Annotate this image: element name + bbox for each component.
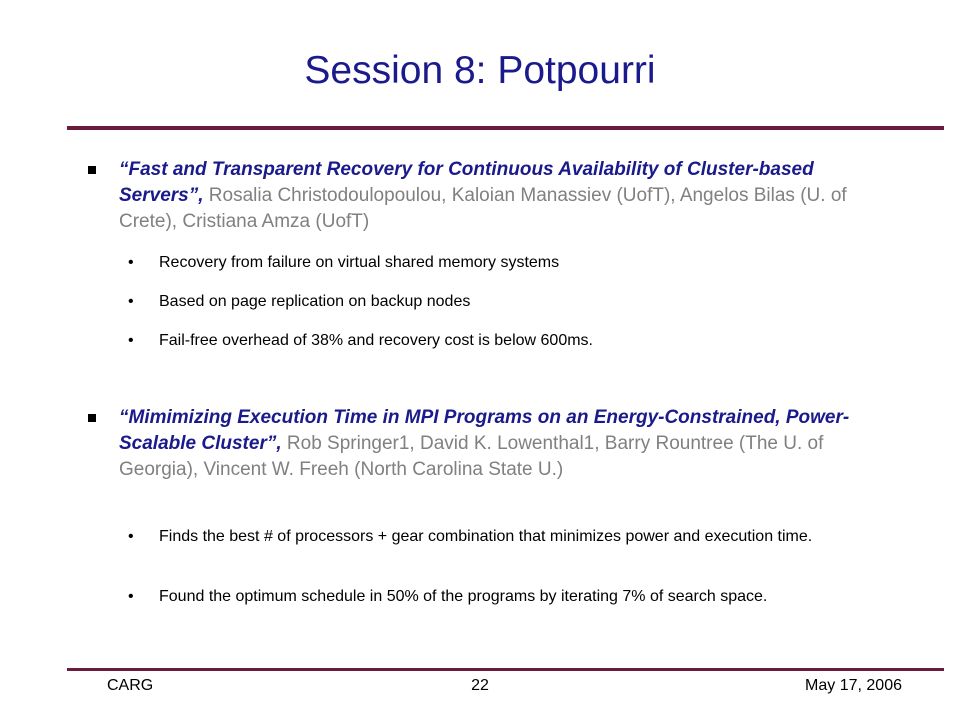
slide-number: 22 — [471, 677, 489, 694]
paper-title: “Fast and Transparent Recovery for Continuous Availability of Cluster-based Servers”, — [119, 159, 814, 206]
list-item-text: Based on page replication on backup nodes — [159, 293, 471, 310]
bullet-dot-icon: • — [128, 254, 134, 271]
bottom-divider — [67, 668, 944, 671]
paper-entry — [119, 157, 869, 235]
list-item-text: Recovery from failure on virtual shared memory systems — [159, 254, 560, 271]
list-item-text: Found the optimum schedule in 50% of the programs by iterating 7% of search space. — [159, 588, 768, 605]
paper-authors: Rob Springer1, David K. Lowenthal1, Barry Rountree (The U. of Georgia), Vincent W. Freeh (North Carolina State U.) — [119, 433, 824, 480]
list-item-text: Finds the best # of processors + gear combination that minimizes power and execution time. — [159, 528, 813, 545]
bullet-dot-icon: • — [128, 332, 134, 349]
list-item-text: Fail-free overhead of 38% and recovery cost is below 600ms. — [159, 332, 593, 349]
bullet-dot-icon: • — [128, 588, 134, 605]
slide-title: Session 8: Potpourri — [304, 49, 656, 92]
footer-date: May 17, 2006 — [805, 677, 902, 694]
bullet-dot-icon: • — [128, 293, 134, 310]
paper-authors: Rosalia Christodoulopoulou, Kaloian Manassiev (UofT), Angelos Bilas (U. of Crete), Cristiana Amza (UofT) — [119, 185, 847, 232]
paper-entry — [119, 405, 869, 483]
paper-title: “Mimimizing Execution Time in MPI Programs on an Energy-Constrained, Power-Scalable Cluster”, — [119, 407, 850, 454]
top-divider — [67, 126, 944, 130]
footer-org: CARG — [107, 677, 154, 694]
square-bullet-icon — [88, 166, 96, 174]
square-bullet-icon — [88, 414, 96, 422]
bullet-dot-icon: • — [128, 528, 134, 545]
